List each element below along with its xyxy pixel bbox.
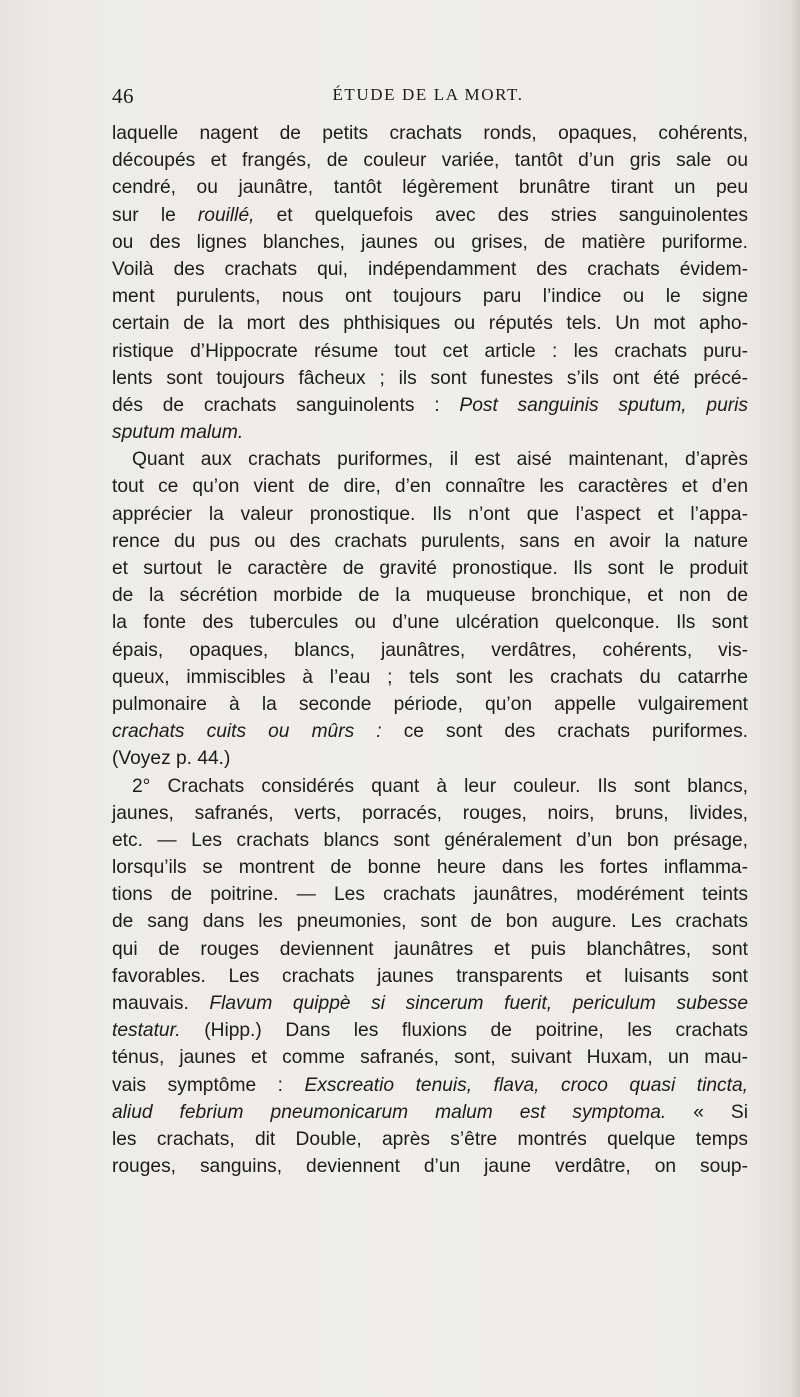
text-segment: tions de poitrine. — Les crachats jaunâtres, modérément teints bbox=[112, 884, 748, 906]
text-segment: ce sont des crachats puriformes. bbox=[381, 721, 748, 743]
text-line bbox=[112, 637, 748, 664]
text-segment: qui de rouges deviennent jaunâtres et puis blanchâtres, sont bbox=[112, 938, 748, 960]
text-segment: de sang dans les pneumonies, sont de bon augure. Les crachats bbox=[112, 911, 748, 933]
text-line bbox=[112, 473, 748, 500]
text-line bbox=[112, 555, 748, 582]
text-segment: Voilà des crachats qui, indépendamment des crachats évidem- bbox=[112, 258, 748, 280]
text-line bbox=[112, 256, 748, 283]
text-line bbox=[112, 528, 748, 555]
text-line bbox=[112, 854, 748, 881]
text-line bbox=[112, 310, 748, 337]
text-line bbox=[112, 338, 748, 365]
text-line bbox=[112, 1072, 748, 1099]
text-line bbox=[112, 1044, 748, 1071]
text-segment: pulmonaire à la seconde période, qu’on appelle vulgairement bbox=[112, 693, 748, 715]
text-line bbox=[112, 664, 748, 691]
text-segment: lorsqu’ils se montrent de bonne heure dans les fortes inflamma- bbox=[112, 857, 748, 879]
text-segment: etc. — Les crachats blancs sont généralement d’un bon présage, bbox=[112, 829, 748, 851]
text-segment: laquelle nagent de petits crachats ronds, opaques, cohérents, bbox=[112, 123, 748, 144]
text-line bbox=[112, 936, 748, 963]
text-line bbox=[112, 365, 748, 392]
text-line bbox=[112, 881, 748, 908]
text-segment: la fonte des tubercules ou d’une ulcération quelconque. Ils sont bbox=[112, 612, 748, 634]
text-segment: (Hipp.) Dans les fluxions de poitrine, les crachats bbox=[180, 1020, 748, 1042]
text-segment: mauvais. bbox=[112, 993, 210, 1014]
text-segment: rouges, sanguins, deviennent d’un jaune verdâtre, on soup- bbox=[112, 1156, 748, 1178]
text-line bbox=[112, 174, 748, 201]
text-segment: « Si bbox=[666, 1101, 748, 1123]
text-line bbox=[112, 283, 748, 310]
text-line bbox=[112, 147, 748, 174]
text-segment: vais symptôme : bbox=[112, 1074, 305, 1096]
text-line bbox=[112, 392, 748, 419]
text-segment: ou des lignes blanches, jaunes ou grises, de matière puriforme. bbox=[112, 231, 748, 253]
text-line bbox=[112, 1099, 748, 1126]
text-line bbox=[112, 691, 748, 718]
text-segment: Quant aux crachats puriformes, il est aisé maintenant, d’après bbox=[132, 449, 748, 471]
text-segment: sur le bbox=[112, 204, 198, 226]
text-line bbox=[112, 773, 748, 800]
text-segment: tout ce qu’on vient de dire, d’en connaître les caractères et d’en bbox=[112, 476, 748, 498]
text-segment: et surtout le caractère de gravité pronostique. Ils sont le produit bbox=[112, 558, 748, 579]
text-line bbox=[112, 609, 748, 636]
text-line bbox=[112, 120, 748, 147]
text-line bbox=[112, 446, 748, 473]
text-segment: ténus, jaunes et comme safranés, sont, suivant Huxam, un mau- bbox=[112, 1047, 748, 1069]
text-segment: ristique d’Hippocrate résume tout cet article : les crachats puru- bbox=[112, 340, 748, 362]
body-text bbox=[112, 120, 748, 1180]
italic-text: testatur. bbox=[112, 1020, 181, 1042]
text-line bbox=[112, 800, 748, 827]
text-line bbox=[112, 1153, 748, 1180]
text-segment: de la sécrétion morbide de la muqueuse bronchique, et non de bbox=[112, 585, 748, 607]
text-line bbox=[112, 1017, 748, 1044]
italic-text: Flavum quippè si sincerum fuerit, periculum subesse bbox=[209, 993, 748, 1014]
text-segment: apprécier la valeur pronostique. Ils n’ont que l’aspect et l’appa- bbox=[112, 503, 748, 525]
text-segment: cendré, ou jaunâtre, tantôt légèrement brunâtre tirant un peu bbox=[112, 177, 748, 199]
text-line bbox=[112, 229, 748, 256]
italic-text: Exscreatio tenuis, flava, croco quasi tincta, bbox=[304, 1074, 748, 1096]
text-line bbox=[112, 582, 748, 609]
text-segment: épais, opaques, blancs, jaunâtres, verdâtres, cohérents, vis- bbox=[112, 639, 748, 661]
text-line bbox=[112, 990, 748, 1017]
text-segment: queux, immiscibles à l’eau ; tels sont les crachats du catarrhe bbox=[112, 666, 748, 688]
page-number: 46 bbox=[112, 84, 134, 108]
italic-text: crachats cuits ou mûrs : bbox=[112, 721, 382, 743]
text-segment: favorables. Les crachats jaunes transparents et luisants sont bbox=[112, 965, 748, 987]
italic-text: rouillé, bbox=[197, 204, 255, 226]
text-segment: dés de crachats sanguinolents : bbox=[112, 394, 460, 416]
text-segment: rence du pus ou des crachats purulents, sans en avoir la nature bbox=[112, 530, 748, 552]
italic-text: sputum malum. bbox=[112, 422, 244, 444]
text-line bbox=[112, 718, 748, 745]
page-header bbox=[112, 84, 744, 110]
text-line bbox=[112, 827, 748, 854]
text-segment: 2° Crachats considérés quant à leur couleur. Ils sont blancs, bbox=[132, 775, 748, 797]
text-line bbox=[112, 745, 748, 772]
text-line bbox=[112, 202, 748, 229]
italic-text: aliud febrium pneumonicarum malum est symptoma. bbox=[112, 1101, 667, 1123]
text-segment: les crachats, dit Double, après s’être montrés quelque temps bbox=[112, 1128, 748, 1150]
text-segment: certain de la mort des phthisiques ou réputés tels. Un mot apho- bbox=[112, 313, 748, 335]
italic-text: Post sanguinis sputum, puris bbox=[459, 394, 748, 416]
text-line bbox=[112, 501, 748, 528]
text-segment: (Voyez p. 44.) bbox=[112, 748, 231, 770]
text-segment: découpés et frangés, de couleur variée, tantôt d’un gris sale ou bbox=[112, 150, 748, 172]
text-segment: et quelquefois avec des stries sanguinolentes bbox=[254, 204, 748, 226]
text-segment: ment purulents, nous ont toujours paru l’indice ou le signe bbox=[112, 286, 748, 308]
page-edge-shadow bbox=[790, 0, 800, 1397]
text-line bbox=[112, 1126, 748, 1153]
text-line bbox=[112, 963, 748, 990]
text-line bbox=[112, 908, 748, 935]
text-segment: jaunes, safranés, verts, porracés, rouges, noirs, bruns, livides, bbox=[112, 802, 748, 824]
text-segment: lents sont toujours fâcheux ; ils sont funestes s’ils ont été précé- bbox=[112, 367, 748, 389]
running-head: ÉTUDE DE LA MORT. bbox=[332, 85, 524, 104]
text-line bbox=[112, 419, 748, 446]
